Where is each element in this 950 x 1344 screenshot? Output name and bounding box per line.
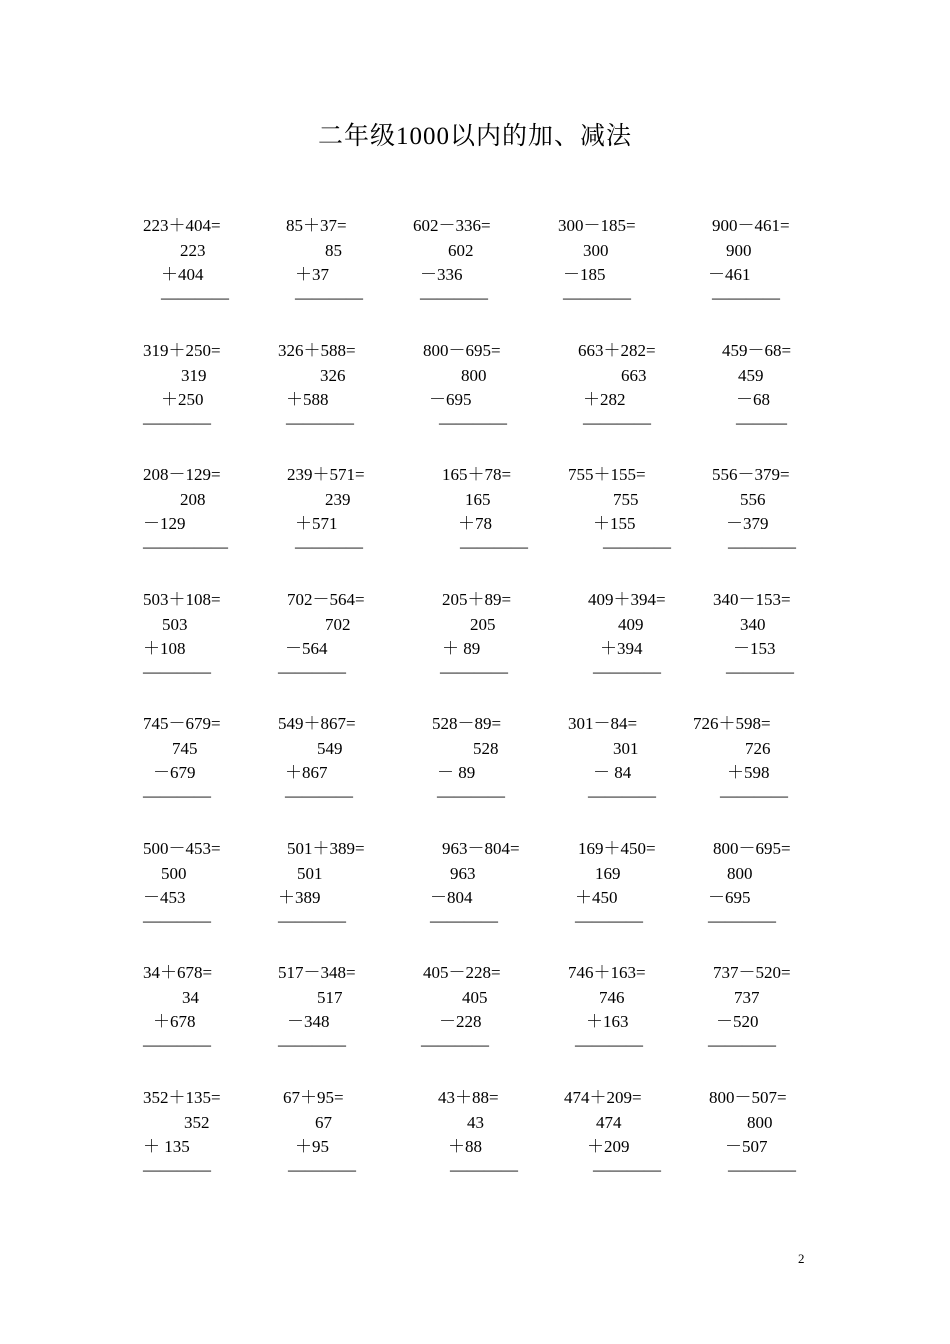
problem-first-operand: 745	[172, 739, 198, 758]
problem-first-operand: 500	[161, 864, 187, 883]
problem-second-operand: －153	[733, 639, 776, 658]
problem-second-operand: ＋598	[727, 763, 770, 782]
worksheet-title: 二年级1000以内的加、减法	[317, 123, 632, 150]
problem-item	[693, 465, 843, 565]
problem-first-operand: 963	[450, 864, 476, 883]
problem-first-operand: 67	[315, 1113, 332, 1132]
problem-equation: 556－379=	[712, 465, 790, 484]
problem-first-operand: 755	[613, 490, 639, 509]
problem-item	[558, 839, 708, 939]
problem-answer-line: ————	[720, 786, 788, 805]
problem-item	[693, 341, 843, 441]
problem-second-operand: ＋88	[448, 1137, 482, 1156]
problem-second-operand: －461	[708, 265, 751, 284]
problem-equation: 800－695=	[713, 839, 791, 858]
problem-equation: 85＋37=	[286, 216, 347, 235]
problem-answer-line: ————	[728, 537, 796, 556]
problem-second-operand: ＋155	[593, 514, 636, 533]
problem-first-operand: 702	[325, 615, 351, 634]
problem-first-operand: 501	[297, 864, 323, 883]
problem-item	[278, 590, 428, 690]
problem-equation: 503＋108=	[143, 590, 221, 609]
problem-item	[278, 216, 428, 316]
problem-second-operand: －695	[708, 888, 751, 907]
problem-first-operand: 800	[747, 1113, 773, 1132]
problem-answer-line: ————	[712, 288, 780, 307]
problem-first-operand: 737	[734, 988, 760, 1007]
problem-item	[693, 216, 843, 316]
problem-answer-line: ————	[726, 662, 794, 681]
problem-first-operand: 663	[621, 366, 647, 385]
problem-item	[278, 465, 428, 565]
problem-equation: 165＋78=	[442, 465, 512, 484]
problem-equation: 474＋209=	[564, 1088, 642, 1107]
problem-item	[413, 341, 563, 441]
problem-second-operand: －520	[716, 1012, 759, 1031]
problem-answer-line: ————	[286, 413, 354, 432]
problem-first-operand: 165	[465, 490, 491, 509]
problem-first-operand: 85	[325, 241, 342, 260]
problem-answer-line: ————	[285, 786, 353, 805]
problem-equation: 352＋135=	[143, 1088, 221, 1107]
problem-equation: 549＋867=	[278, 714, 356, 733]
problem-item	[278, 341, 428, 441]
problem-answer-line: ————	[437, 786, 505, 805]
problem-item	[278, 839, 428, 939]
problem-second-operand: －507	[725, 1137, 768, 1156]
problem-first-operand: 326	[320, 366, 346, 385]
problem-equation: 702－564=	[287, 590, 365, 609]
problem-first-operand: 405	[462, 988, 488, 1007]
problem-second-operand: ＋ 135	[143, 1137, 190, 1156]
problem-answer-line: ————	[143, 413, 211, 432]
problem-answer-line: ————	[439, 413, 507, 432]
problem-item	[143, 714, 293, 814]
problem-first-operand: 300	[583, 241, 609, 260]
problem-second-operand: － 89	[437, 763, 476, 782]
problem-item	[693, 839, 843, 939]
problem-answer-line: ————	[278, 911, 346, 930]
problem-answer-line: ————	[563, 288, 631, 307]
problem-equation: 755＋155=	[568, 465, 646, 484]
problem-second-operand: －453	[143, 888, 186, 907]
problem-second-operand: ＋163	[586, 1012, 629, 1031]
problem-answer-line: ————	[295, 537, 363, 556]
problem-second-operand: ＋78	[458, 514, 492, 533]
problem-second-operand: ＋450	[575, 888, 618, 907]
problem-equation: 405－228=	[423, 963, 501, 982]
problem-equation: 745－679=	[143, 714, 221, 733]
problem-second-operand: ＋95	[295, 1137, 329, 1156]
problem-second-operand: －564	[285, 639, 328, 658]
problem-equation: 800－695=	[423, 341, 501, 360]
problem-answer-line: ————	[143, 1035, 211, 1054]
problem-second-operand: ＋394	[600, 639, 643, 658]
problem-answer-line: ————	[575, 1035, 643, 1054]
problem-equation: 326＋588=	[278, 341, 356, 360]
problem-equation: 208－129=	[143, 465, 221, 484]
problem-equation: 340－153=	[713, 590, 791, 609]
problem-answer-line: ————	[593, 1160, 661, 1179]
problem-equation: 459－68=	[722, 341, 792, 360]
problem-item	[143, 1088, 293, 1188]
problem-second-operand: ＋ 89	[442, 639, 481, 658]
problem-first-operand: 301	[613, 739, 639, 758]
problem-first-operand: 34	[182, 988, 199, 1007]
problem-item	[413, 465, 563, 565]
problem-first-operand: 169	[595, 864, 621, 883]
problem-first-operand: 352	[184, 1113, 210, 1132]
problem-first-operand: 517	[317, 988, 343, 1007]
problem-first-operand: 528	[473, 739, 499, 758]
problem-answer-line: ————	[430, 911, 498, 930]
problem-answer-line: ————	[143, 786, 211, 805]
problem-answer-line: —————	[143, 537, 228, 556]
problem-second-operand: ＋209	[587, 1137, 630, 1156]
problem-second-operand: ＋588	[286, 390, 329, 409]
problem-first-operand: 205	[470, 615, 496, 634]
problem-second-operand: ＋389	[278, 888, 321, 907]
problem-item	[693, 963, 843, 1063]
problem-item	[693, 1088, 843, 1188]
problem-item	[413, 839, 563, 939]
problem-answer-line: ————	[708, 1035, 776, 1054]
problem-equation: 239＋571=	[287, 465, 365, 484]
problem-item	[558, 963, 708, 1063]
problem-item	[413, 590, 563, 690]
problem-second-operand: ＋571	[295, 514, 338, 533]
problem-answer-line: ————	[460, 537, 528, 556]
problem-answer-line: ————	[450, 1160, 518, 1179]
problem-equation: 800－507=	[709, 1088, 787, 1107]
problem-item	[278, 1088, 428, 1188]
problem-item	[143, 963, 293, 1063]
problem-second-operand: ＋678	[153, 1012, 196, 1031]
problem-answer-line: ————	[593, 662, 661, 681]
problem-first-operand: 726	[745, 739, 771, 758]
problem-item	[278, 714, 428, 814]
problem-answer-line: ————	[583, 413, 651, 432]
problem-equation: 663＋282=	[578, 341, 656, 360]
problem-second-operand: －348	[287, 1012, 330, 1031]
problem-second-operand: ＋37	[295, 265, 329, 284]
problem-second-operand: －695	[429, 390, 472, 409]
problem-first-operand: 409	[618, 615, 644, 634]
problem-item	[143, 465, 293, 565]
problem-first-operand: 474	[596, 1113, 622, 1132]
problem-answer-line: ————	[708, 911, 776, 930]
problem-first-operand: 503	[162, 615, 188, 634]
problem-first-operand: 208	[180, 490, 206, 509]
problem-first-operand: 746	[599, 988, 625, 1007]
problem-answer-line: ———	[736, 413, 787, 432]
problem-answer-line: ————	[143, 1160, 211, 1179]
problem-first-operand: 319	[181, 366, 207, 385]
problem-first-operand: 800	[727, 864, 753, 883]
problem-equation: 67＋95=	[283, 1088, 344, 1107]
problem-answer-line: ————	[278, 662, 346, 681]
problem-equation: 34＋678=	[143, 963, 213, 982]
problem-first-operand: 602	[448, 241, 474, 260]
problem-equation: 963－804=	[442, 839, 520, 858]
problem-item	[413, 963, 563, 1063]
problem-first-operand: 43	[467, 1113, 484, 1132]
problem-equation: 205＋89=	[442, 590, 512, 609]
problem-equation: 746＋163=	[568, 963, 646, 982]
problem-item	[693, 714, 843, 814]
problem-equation: 602－336=	[413, 216, 491, 235]
problem-equation: 528－89=	[432, 714, 502, 733]
problem-answer-line: ————	[288, 1160, 356, 1179]
problem-first-operand: 459	[738, 366, 764, 385]
problem-answer-line: ————	[421, 1035, 489, 1054]
problem-answer-line: ————	[603, 537, 671, 556]
problem-first-operand: 239	[325, 490, 351, 509]
problem-item	[143, 590, 293, 690]
problem-answer-line: ————	[295, 288, 363, 307]
problem-item	[143, 216, 293, 316]
problem-equation: 319＋250=	[143, 341, 221, 360]
problem-item	[558, 1088, 708, 1188]
problem-equation: 169＋450=	[578, 839, 656, 858]
problem-second-operand: －336	[420, 265, 463, 284]
problem-answer-line: ————	[143, 662, 211, 681]
problem-equation: 223＋404=	[143, 216, 221, 235]
problem-first-operand: 900	[726, 241, 752, 260]
problem-first-operand: 800	[461, 366, 487, 385]
problem-item	[558, 590, 708, 690]
problem-item	[558, 714, 708, 814]
problem-second-operand: －804	[430, 888, 473, 907]
problem-equation: 737－520=	[713, 963, 791, 982]
problem-item	[558, 216, 708, 316]
problem-second-operand: ＋108	[143, 639, 186, 658]
problem-equation: 500－453=	[143, 839, 221, 858]
problem-item	[413, 714, 563, 814]
problem-item	[413, 1088, 563, 1188]
problem-second-operand: －228	[439, 1012, 482, 1031]
problem-answer-line: ————	[278, 1035, 346, 1054]
problem-second-operand: －129	[143, 514, 186, 533]
problem-answer-line: ————	[143, 911, 211, 930]
problem-item	[693, 590, 843, 690]
problem-equation: 517－348=	[278, 963, 356, 982]
problem-first-operand: 340	[740, 615, 766, 634]
problem-answer-line: ————	[161, 288, 229, 307]
problem-second-operand: ＋404	[161, 265, 204, 284]
problem-answer-line: ————	[728, 1160, 796, 1179]
problem-answer-line: ————	[588, 786, 656, 805]
problem-item	[558, 341, 708, 441]
problem-equation: 409＋394=	[588, 590, 666, 609]
problem-second-operand: －379	[726, 514, 769, 533]
problem-second-operand: ＋867	[285, 763, 328, 782]
problem-equation: 900－461=	[712, 216, 790, 235]
problem-second-operand: ＋282	[583, 390, 626, 409]
problem-equation: 501＋389=	[287, 839, 365, 858]
problem-equation: 301－84=	[568, 714, 638, 733]
problem-item	[143, 341, 293, 441]
problem-equation: 43＋88=	[438, 1088, 499, 1107]
problem-second-operand: －679	[153, 763, 196, 782]
problem-first-operand: 549	[317, 739, 343, 758]
problem-second-operand: ＋250	[161, 390, 204, 409]
problem-answer-line: ————	[440, 662, 508, 681]
problem-item	[143, 839, 293, 939]
problem-equation: 300－185=	[558, 216, 636, 235]
problem-first-operand: 556	[740, 490, 766, 509]
problem-second-operand: －185	[563, 265, 606, 284]
problem-item	[413, 216, 563, 316]
problem-second-operand: － 84	[593, 763, 632, 782]
problem-second-operand: －68	[736, 390, 770, 409]
problem-answer-line: ————	[575, 911, 643, 930]
problem-equation: 726＋598=	[693, 714, 771, 733]
problem-item	[278, 963, 428, 1063]
problem-first-operand: 223	[180, 241, 206, 260]
problem-item	[558, 465, 708, 565]
page-number: 2	[798, 1251, 805, 1266]
problem-answer-line: ————	[420, 288, 488, 307]
